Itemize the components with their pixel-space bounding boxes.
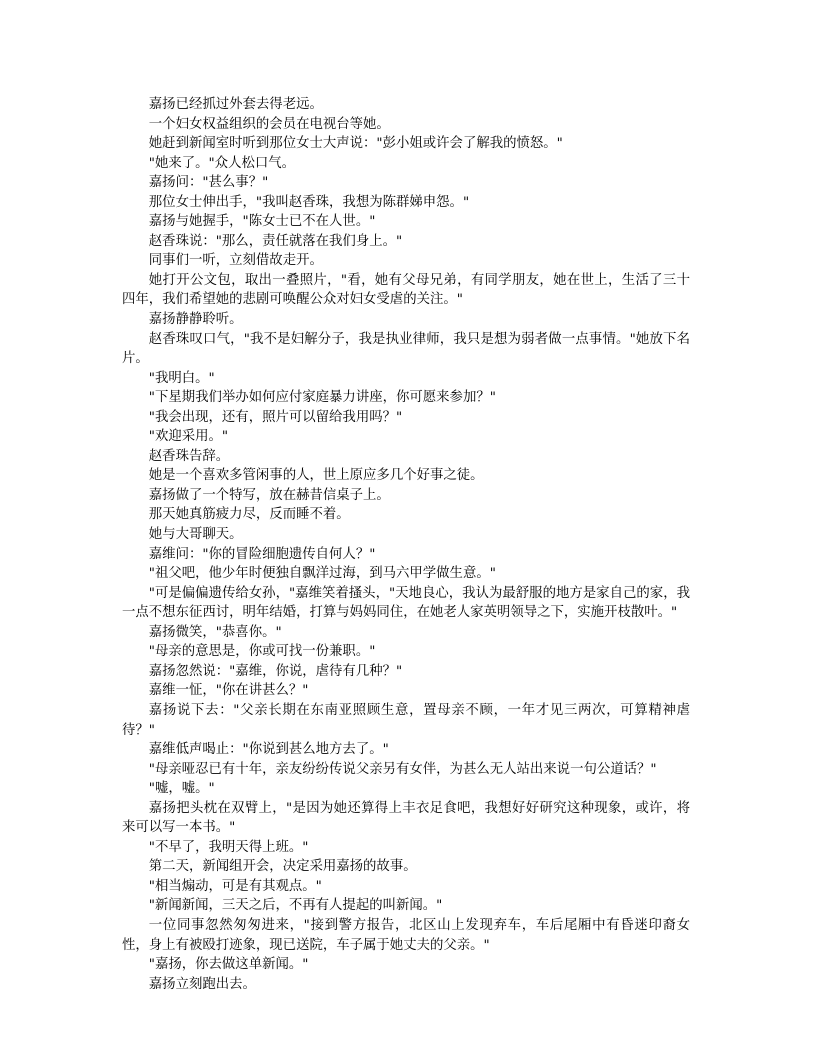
paragraph-9: 同事们一听，立刻借故走开。 [148,253,323,269]
paragraph-21: 她与大哥聊天。 [148,527,243,543]
paragraph-23: "祖父吧，他少年时便独自飘洋过海，到马六甲学做生意。" [148,566,496,582]
paragraph-39: "嘉扬，你去做这单新闻。" [148,957,309,973]
paragraph-40: 嘉扬立刻跑出去。 [148,976,256,992]
paragraph-10: 她打开公文包，取出一叠照片，"看，她有父母兄弟，有同学朋友，她在世上，生活了三十四年，我们希望她的悲剧可唤醒公众对妇女受虐的关注。" [122,272,690,308]
paragraph-36: "相当煽动，可是有其观点。" [148,878,322,894]
paragraph-30: 嘉维低声喝止："你说到甚么地方去了。" [148,742,389,758]
paragraph-4: "她来了。"众人松口气。 [148,155,296,171]
paragraph-32: "嘘，嘘。" [148,781,215,797]
paragraph-26: "母亲的意思是，你或可找一份兼职。" [148,644,376,660]
paragraph-11: 嘉扬静静聆听。 [148,312,243,328]
paragraph-1: 嘉扬已经抓过外套去得老远。 [148,97,323,112]
paragraph-28: 嘉维一怔，"你在讲甚么？" [148,683,309,699]
paragraph-35: 第二天，新闻组开会，决定采用嘉扬的故事。 [148,859,417,875]
paragraph-2: 一个妇女权益组织的会员在电视台等她。 [148,116,390,132]
paragraph-13: "我明白。" [148,370,215,386]
paragraph-6: 那位女士伸出手，"我叫赵香珠，我想为陈群娣申怨。" [148,194,470,210]
paragraph-12: 赵香珠叹口气，"我不是妇解分子，我是执业律师，我只是想为弱者做一点事情。"她放下名片。 [122,331,690,367]
paragraph-31: "母亲哑忍已有十年，亲友纷纷传说父亲另有女伴，为甚么无人站出来说一句公道话？" [148,761,657,777]
paragraph-17: 赵香珠告辞。 [148,448,230,464]
paragraph-27: 嘉扬忽然说："嘉维，你说，虐待有几种？" [148,663,403,679]
paragraph-19: 嘉扬做了一个特写，放在赫昔信桌子上。 [148,487,390,503]
paragraph-37: "新闻新闻，三天之后，不再有人提起的叫新闻。" [148,898,443,914]
paragraph-16: "欢迎采用。" [148,429,229,445]
paragraph-29: 嘉扬说下去："父亲长期在东南亚照顾生意，置母亲不顾，一年才见三两次，可算精神虐待？" [122,702,690,738]
paragraph-5: 嘉扬问："甚么事？" [148,175,269,191]
paragraph-20: 那天她真筋疲力尽，反而睡不着。 [148,507,350,523]
paragraph-38: 一位同事忽然匆匆进来，"接到警方报告，北区山上发现弃车，车后尾厢中有昏迷印裔女性，身上有被殴打迹象，现已送院，车子属于她丈夫的父亲。" [122,917,690,953]
paragraph-34: "不早了，我明天得上班。" [148,839,309,855]
paragraph-33: 嘉扬把头枕在双臂上，"是因为她还算得上丰衣足食吧，我想好好研究这种现象，或许，将来可以写一本书。" [122,800,690,836]
paragraph-7: 嘉扬与她握手，"陈女士已不在人世。" [148,214,376,230]
paragraph-25: 嘉扬微笑，"恭喜你。" [148,624,282,640]
paragraph-8: 赵香珠说："那么，责任就落在我们身上。" [148,233,403,249]
paragraph-24: "可是偏偏遗传给女孙，"嘉维笑着搔头，"天地良心，我认为最舒服的地方是家自己的家，我一点不想东征西讨，明年结婚，打算与妈妈同住，在她老人家英明领导之下，实施开枝散叶。" [122,585,690,621]
document-page [122,95,690,994]
paragraph-18: 她是一个喜欢多管闲事的人，世上原应多几个好事之徒。 [148,468,484,484]
paragraph-3: 她赶到新闻室时听到那位女士大声说："彭小姐或许会了解我的愤怒。" [148,136,563,152]
paragraph-14: "下星期我们举办如何应付家庭暴力讲座，你可愿来参加？" [148,390,496,406]
paragraph-15: "我会出现，还有，照片可以留给我用吗？" [148,409,403,425]
paragraph-22: 嘉维问："你的冒险细胞遗传自何人？" [148,546,376,562]
